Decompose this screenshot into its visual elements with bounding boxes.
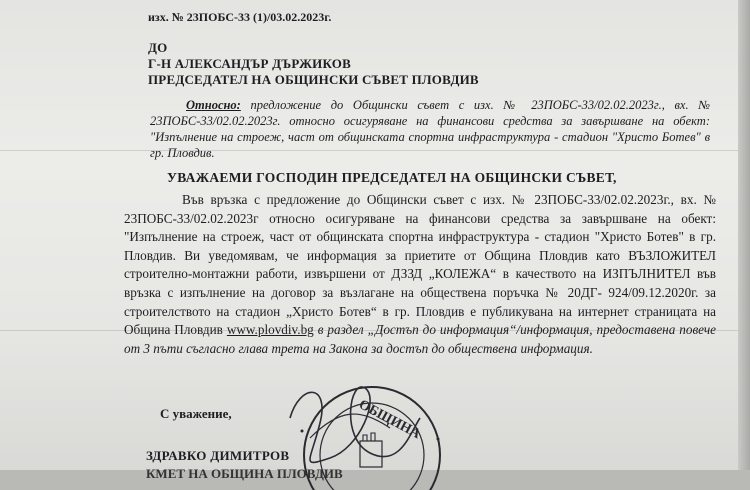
addressee-to: ДО [148, 40, 168, 55]
addressee-name: Г-Н АЛЕКСАНДЪР ДЪРЖИКОВ [148, 56, 351, 71]
body-text-part1: Във връзка с предложение до Общински съвет с изх. № 23ПОБС-33/02.02.2023г., вх. № 23ПОБС-33/02.02.2023г относно осигуряване на финансови средства за завършване на обект: "Изпълнение на строеж, част от общинската спортна инфраструктура - стадион "Христо Ботев" в гр. Пловдив. Ви уведомявам, че информация за приетите от Община Пловдив като ВЪЗЛОЖИТЕЛ строително-монтажни работи, извършени от ДЗЗД „КОЛЕЖА“ в качеството на ИЗПЪЛНИТЕЛ във връзка с изпълнение на договор за възлагане на обществена поръчка № 20ДГ- 924/09.12.2020г. за строителството на стадион „Христо Ботев“ в гр. Пловдив е публикувана на интернет страницата на Община Пловдив [124, 192, 716, 338]
signer-title: КМЕТ НА ОБЩИНА ПЛОВДИВ [146, 466, 343, 481]
closing-phrase: С уважение, [160, 406, 232, 421]
signer-name: ЗДРАВКО ДИМИТРОВ [146, 448, 290, 463]
salutation: УВАЖАЕМИ ГОСПОДИН ПРЕДСЕДАТЕЛ НА ОБЩИНСКИ СЪВЕТ, [167, 170, 617, 185]
subject-text: предложение до Общински съвет с изх. № 23ПОБС-33/02.02.2023г., вх. № 23ПОБС-33/02.02.2023г. относно осигуряване на финансови средства за завършване на обект: "Изпълнение на строеж, част от общинската спортна инфраструктура - стадион "Христо Ботев" в гр. Пловдив. [150, 98, 710, 160]
stamp-lettering: ОБЩИНА [356, 397, 423, 443]
addressee-position: ПРЕДСЕДАТЕЛ НА ОБЩИНСКИ СЪВЕТ ПЛОВДИВ [148, 72, 479, 87]
subject-label: Относно: [186, 98, 241, 112]
body-text-part2: в раздел „Достъп до информация“/информация, предоставена повече от 3 пъти съгласно глава трета на Закона за достъп до обществена информация. [124, 322, 716, 356]
website-link[interactable]: www.plovdiv.bg [226, 322, 314, 338]
body-paragraph [124, 191, 716, 358]
reference-number: изх. № 23ПОБС-33 (1)/03.02.2023г. [148, 10, 332, 24]
official-stamp [262, 375, 462, 485]
background-edge [738, 0, 750, 470]
subject-paragraph [150, 97, 710, 161]
